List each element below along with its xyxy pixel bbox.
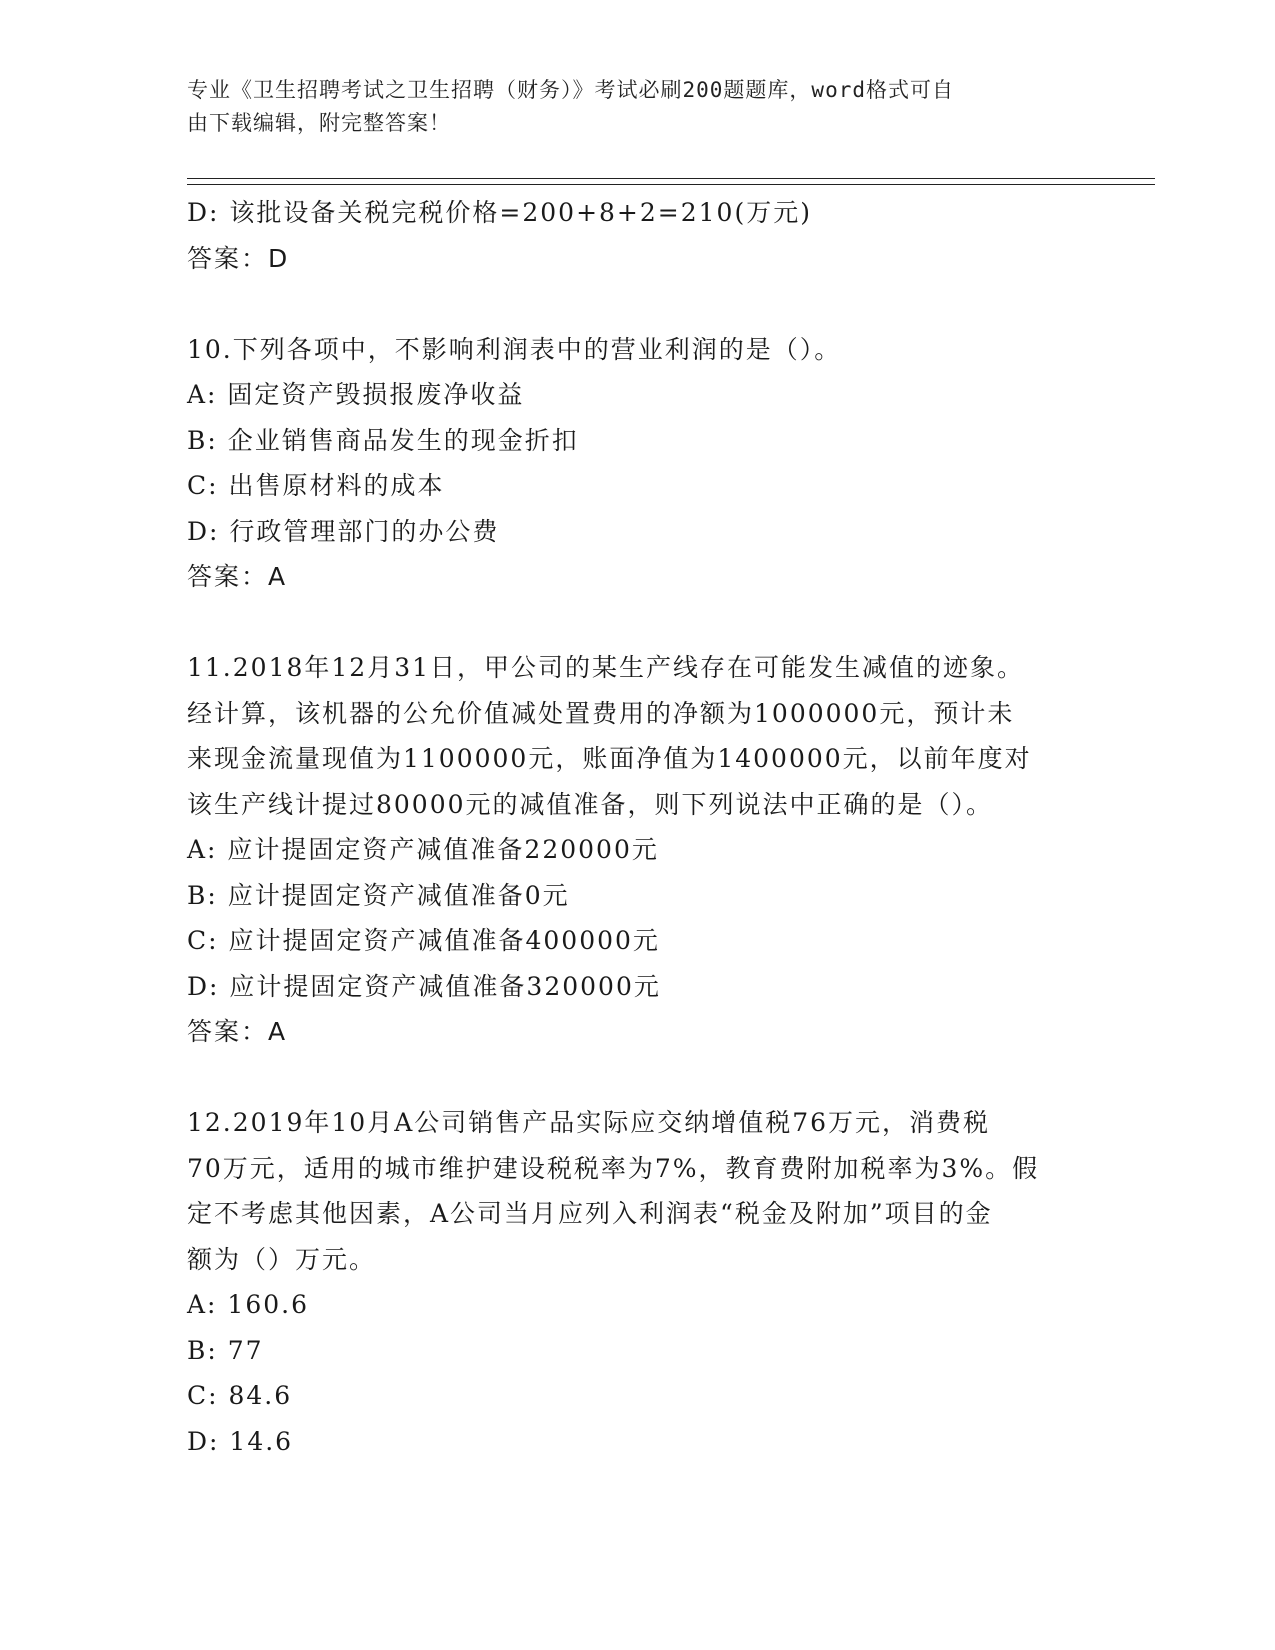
option-a: A: 固定资产毁损报废净收益 xyxy=(187,380,525,409)
document-body xyxy=(187,190,1087,1464)
header-divider-bottom xyxy=(187,184,1155,185)
question-11 xyxy=(187,645,1087,1055)
option-b: B: 应计提固定资产减值准备0元 xyxy=(187,880,570,910)
question-stem-line: 11.2018年12月31日，甲公司的某生产线存在可能发生减值的迹象。 xyxy=(187,653,1025,682)
option-c: C: 应计提固定资产减值准备400000元 xyxy=(187,926,660,955)
question-stem-line: 来现金流量现值为1100000元，账面净值为1400000元，以前年度对 xyxy=(187,744,1032,773)
question-stem-line: 12.2019年10月A公司销售产品实际应交纳增值税76万元，消费税 xyxy=(187,1108,991,1137)
option-d: D: 该批设备关税完税价格=200+8+2=210(万元) xyxy=(187,198,812,227)
option-c: C: 出售原材料的成本 xyxy=(187,471,445,500)
spacer xyxy=(187,600,1087,646)
spacer xyxy=(187,281,1087,327)
question-10 xyxy=(187,327,1087,600)
answer-line: 答案：D xyxy=(187,243,290,273)
option-d: D: 14.6 xyxy=(187,1426,294,1456)
option-a: A: 160.6 xyxy=(187,1290,309,1319)
question-stem-line: 定不考虑其他因素，A公司当月应列入利润表“税金及附加”项目的金 xyxy=(187,1199,993,1228)
option-a: A: 应计提固定资产减值准备220000元 xyxy=(187,835,659,864)
header-divider-top xyxy=(187,178,1155,179)
option-c: C: 84.6 xyxy=(187,1381,293,1410)
answer-line: 答案：A xyxy=(187,1017,288,1046)
option-d: D: 行政管理部门的办公费 xyxy=(187,516,500,546)
question-9-continued xyxy=(187,190,1087,281)
option-b: B: 企业销售商品发生的现金折扣 xyxy=(187,425,579,455)
header-line-2: 由下载编辑，附完整答案！ xyxy=(187,111,451,135)
question-stem-line: 额为（）万元。 xyxy=(187,1244,377,1274)
question-stem-line: 10.下列各项中，不影响利润表中的营业利润的是（）。 xyxy=(187,334,842,364)
header-line-1: 专业《卫生招聘考试之卫生招聘（财务）》考试必刷200题题库，word格式可自 xyxy=(187,78,954,102)
spacer xyxy=(187,1055,1087,1101)
question-12 xyxy=(187,1100,1087,1464)
option-d: D: 应计提固定资产减值准备320000元 xyxy=(187,971,661,1001)
document-header xyxy=(187,74,1067,140)
question-stem-line: 70万元，适用的城市维护建设税税率为7%，教育费附加税率为3%。假 xyxy=(187,1153,1040,1183)
option-b: B: 77 xyxy=(187,1335,264,1365)
question-stem-line: 该生产线计提过80000元的减值准备，则下列说法中正确的是（）。 xyxy=(187,789,994,819)
question-stem-line: 经计算，该机器的公允价值减处置费用的净额为1000000元，预计未 xyxy=(187,698,1015,728)
answer-line: 答案：A xyxy=(187,562,288,591)
